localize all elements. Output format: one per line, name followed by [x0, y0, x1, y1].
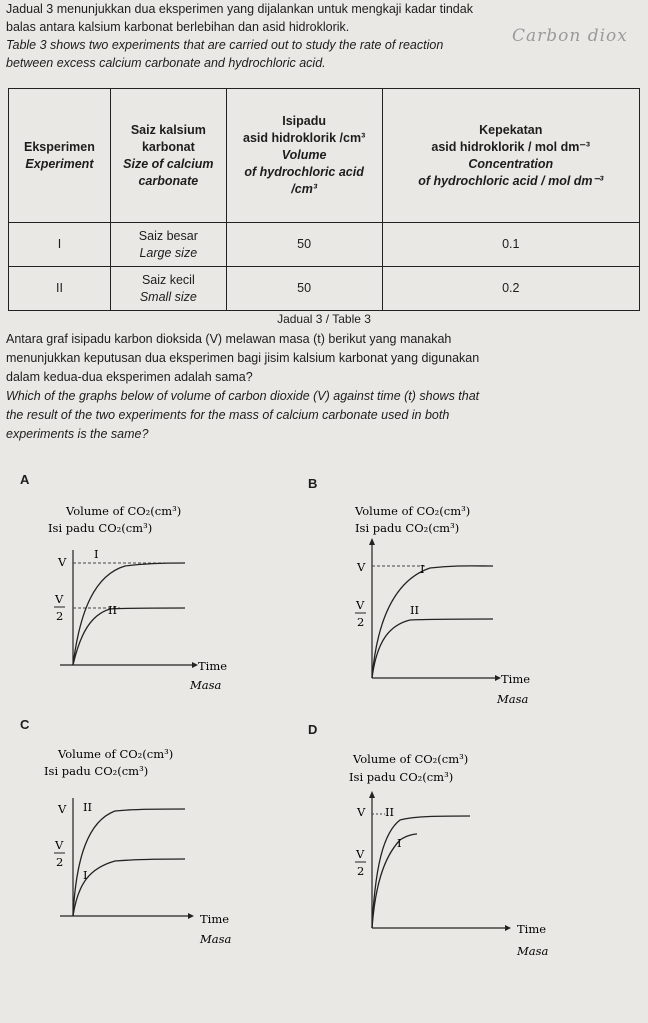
table-row: I Saiz besar Large size 50 0.1	[9, 223, 640, 267]
option-c-label[interactable]: C	[20, 717, 30, 732]
svg-text:Volume of CO₂(cm³): Volume of CO₂(cm³)	[58, 747, 174, 761]
svg-text:I: I	[397, 836, 402, 850]
svg-text:Time: Time	[200, 912, 230, 926]
svg-text:V: V	[58, 802, 67, 816]
svg-text:I: I	[83, 868, 88, 882]
question-text: Antara graf isipadu karbon dioksida (V) melawan masa (t) berikut yang manakah menunjukkan keputusan dua eksperimen bagi jisim kalsium karbonat yang digunakan dalam kedua-dua eksperimen adalah sama? Which of the graphs below of volume of carbon dioxide (V) against time (t) shows that the result of the two experiments for the mass of calcium carbonate used in both experiments is the same?	[6, 332, 480, 441]
table-row: II Saiz kecil Small size 50 0.2	[9, 267, 640, 311]
option-a-label[interactable]: A	[20, 472, 30, 487]
svg-text:V: V	[55, 592, 64, 606]
header-volume: Isipadu asid hidroklorik /cm³ Volume of hydrochloric acid /cm³	[226, 89, 382, 223]
svg-text:2: 2	[56, 855, 64, 869]
svg-text:2: 2	[357, 615, 365, 629]
svg-text:V: V	[55, 838, 64, 852]
svg-text:I: I	[94, 547, 99, 561]
handwritten-note: Carbon diox	[512, 26, 628, 46]
svg-text:II: II	[108, 603, 118, 617]
experiment-table	[8, 88, 640, 311]
svg-text:Masa: Masa	[200, 932, 232, 946]
svg-text:V: V	[58, 555, 67, 569]
svg-text:2: 2	[357, 864, 365, 878]
svg-text:Volume of CO₂(cm³): Volume of CO₂(cm³)	[355, 504, 471, 518]
option-b-label[interactable]: B	[308, 476, 318, 491]
svg-text:V: V	[357, 560, 366, 574]
svg-text:Time: Time	[517, 922, 547, 936]
svg-text:II: II	[410, 603, 420, 617]
svg-text:Masa: Masa	[190, 678, 222, 692]
svg-text:Isi padu CO₂(cm³): Isi padu CO₂(cm³)	[44, 764, 149, 778]
svg-text:Time: Time	[501, 672, 531, 686]
svg-text:Volume of CO₂(cm³): Volume of CO₂(cm³)	[353, 752, 469, 766]
svg-text:Time: Time	[198, 659, 228, 673]
intro-en-line2: between excess calcium carbonate and hydrochloric acid.	[6, 56, 326, 70]
graph-a[interactable]	[40, 500, 270, 700]
svg-text:V: V	[356, 847, 365, 861]
graph-d[interactable]	[345, 748, 575, 963]
header-size: Saiz kalsium karbonat Size of calcium carbonate	[110, 89, 226, 223]
svg-text:Masa: Masa	[497, 692, 529, 705]
svg-text:Isi padu CO₂(cm³): Isi padu CO₂(cm³)	[349, 770, 454, 784]
table-caption: Jadual 3 / Table 3	[277, 312, 371, 326]
intro-en-line1: Table 3 shows two experiments that are carried out to study the rate of reaction	[6, 38, 444, 52]
svg-text:II: II	[385, 805, 395, 819]
svg-text:2: 2	[56, 609, 64, 623]
header-concentration: Kepekatan asid hidroklorik / mol dm⁻³ Concentration of hydrochloric acid / mol dm⁻³	[382, 89, 639, 223]
graph-b[interactable]	[345, 500, 575, 705]
svg-text:II: II	[83, 800, 93, 814]
svg-text:I: I	[420, 562, 425, 576]
graph-c[interactable]	[40, 743, 270, 948]
intro-ms-line1: Jadual 3 menunjukkan dua eksperimen yang dijalankan untuk mengkaji kadar tindak	[6, 2, 473, 16]
svg-text:Isi padu CO₂(cm³): Isi padu CO₂(cm³)	[355, 521, 460, 535]
svg-text:V: V	[356, 598, 365, 612]
header-experiment: Eksperimen Experiment	[9, 89, 111, 223]
intro-ms-line2: balas antara kalsium karbonat berlebihan dan asid hidroklorik.	[6, 20, 350, 34]
svg-text:V: V	[357, 805, 366, 819]
svg-text:Isi padu CO₂(cm³): Isi padu CO₂(cm³)	[48, 521, 153, 535]
option-d-label[interactable]: D	[308, 722, 318, 737]
svg-text:Volume of CO₂(cm³): Volume of CO₂(cm³)	[66, 504, 182, 518]
svg-text:Masa: Masa	[517, 944, 549, 958]
